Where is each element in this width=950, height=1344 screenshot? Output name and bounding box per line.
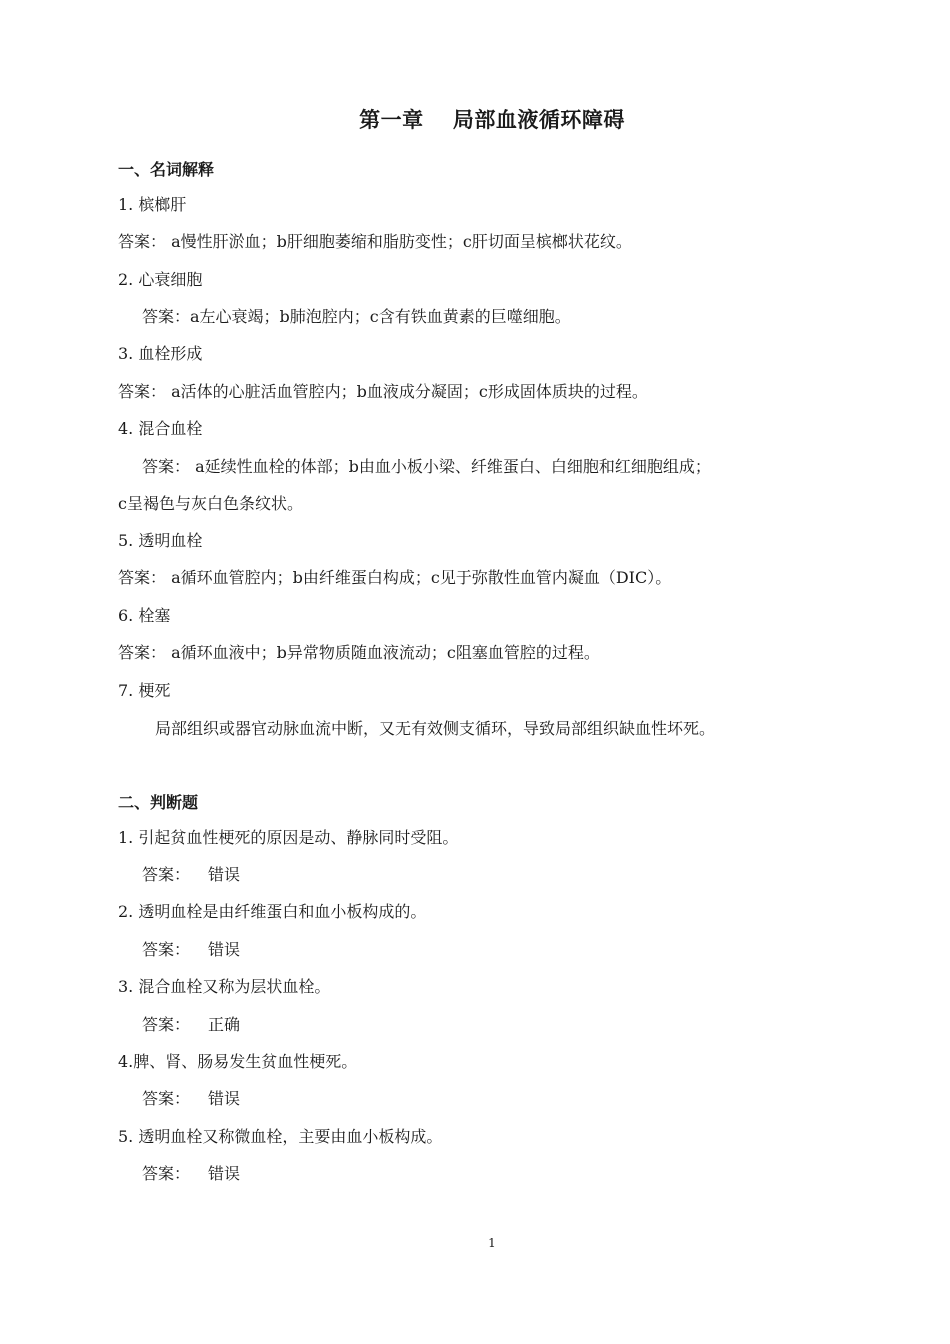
- term-4: 4. 混合血栓: [118, 419, 203, 438]
- answer-text: a延续性血栓的体部；b由血小板小梁、纤维蛋白、白细胞和红细胞组成；: [190, 457, 711, 476]
- term-3: 3. 血栓形成: [118, 344, 203, 363]
- term-4-answer-continued: c呈褐色与灰白色条纹状。: [118, 494, 303, 513]
- judgment-answer-2: [142, 940, 240, 960]
- judgment-answer-1: [142, 865, 240, 885]
- judgment-answer-3: [142, 1015, 240, 1035]
- term-7: 7. 梗死: [118, 681, 171, 700]
- term-5: 5. 透明血栓: [118, 531, 203, 550]
- term-3-answer: [118, 382, 648, 402]
- judgment-answer-5: [142, 1164, 240, 1184]
- answer-value: 错误: [208, 865, 241, 884]
- answer-label: 答案：: [142, 1015, 191, 1034]
- term-6: 6. 栓塞: [118, 606, 171, 625]
- answer-label: 答案：: [118, 643, 167, 662]
- judgment-answer-4: [142, 1089, 240, 1109]
- answer-label: 答案：: [142, 865, 191, 884]
- answer-value: 正确: [208, 1015, 241, 1034]
- answer-label: 答案：: [118, 568, 167, 587]
- answer-label: 答案：: [142, 307, 191, 326]
- term-1: 1. 槟榔肝: [118, 195, 187, 214]
- answer-label: 答案：: [142, 1089, 191, 1108]
- answer-label: 答案：: [142, 1164, 191, 1183]
- judgment-question-4: 4.脾、肾、肠易发生贫血性梗死。: [118, 1052, 358, 1071]
- answer-text: a循环血管腔内；b由纤维蛋白构成；c见于弥散性血管内凝血（DIC）。: [166, 568, 672, 587]
- term-5-answer: [118, 568, 671, 588]
- judgment-question-3: 3. 混合血栓又称为层状血栓。: [118, 977, 331, 996]
- term-6-answer: [118, 643, 600, 663]
- answer-label: 答案：: [118, 232, 167, 251]
- answer-value: 错误: [208, 1164, 241, 1183]
- answer-text: a活体的心脏活血管腔内；b血液成分凝固；c形成固体质块的过程。: [166, 382, 648, 401]
- answer-value: 错误: [208, 1089, 241, 1108]
- answer-text: a慢性肝淤血；b肝细胞萎缩和脂肪变性；c肝切面呈槟榔状花纹。: [166, 232, 632, 251]
- section-heading-terms: 一、名词解释: [118, 160, 215, 179]
- judgment-question-1: 1. 引起贫血性梗死的原因是动、静脉同时受阻。: [118, 828, 459, 847]
- answer-text: a循环血液中；b异常物质随血液流动；c阻塞血管腔的过程。: [166, 643, 600, 662]
- judgment-question-2: 2. 透明血栓是由纤维蛋白和血小板构成的。: [118, 902, 427, 921]
- term-2-answer: [142, 307, 571, 327]
- term-2: 2. 心衰细胞: [118, 270, 203, 289]
- answer-label: 答案：: [118, 382, 167, 401]
- term-1-answer: [118, 232, 632, 252]
- answer-label: 答案：: [142, 940, 191, 959]
- answer-value: 错误: [208, 940, 241, 959]
- section-heading-judgment: 二、判断题: [118, 793, 199, 812]
- term-7-definition: 局部组织或器官动脉血流中断，又无有效侧支循环，导致局部组织缺血性坏死。: [155, 719, 716, 738]
- answer-label: 答案：: [142, 457, 191, 476]
- judgment-question-5: 5. 透明血栓又称微血栓，主要由血小板构成。: [118, 1127, 443, 1146]
- page-number: 1: [488, 1236, 496, 1250]
- term-4-answer: [142, 457, 711, 477]
- chapter-title: 第一章 局部血液循环障碍: [359, 108, 625, 132]
- answer-text: a左心衰竭；b肺泡腔内；c含有铁血黄素的巨噬细胞。: [190, 307, 571, 326]
